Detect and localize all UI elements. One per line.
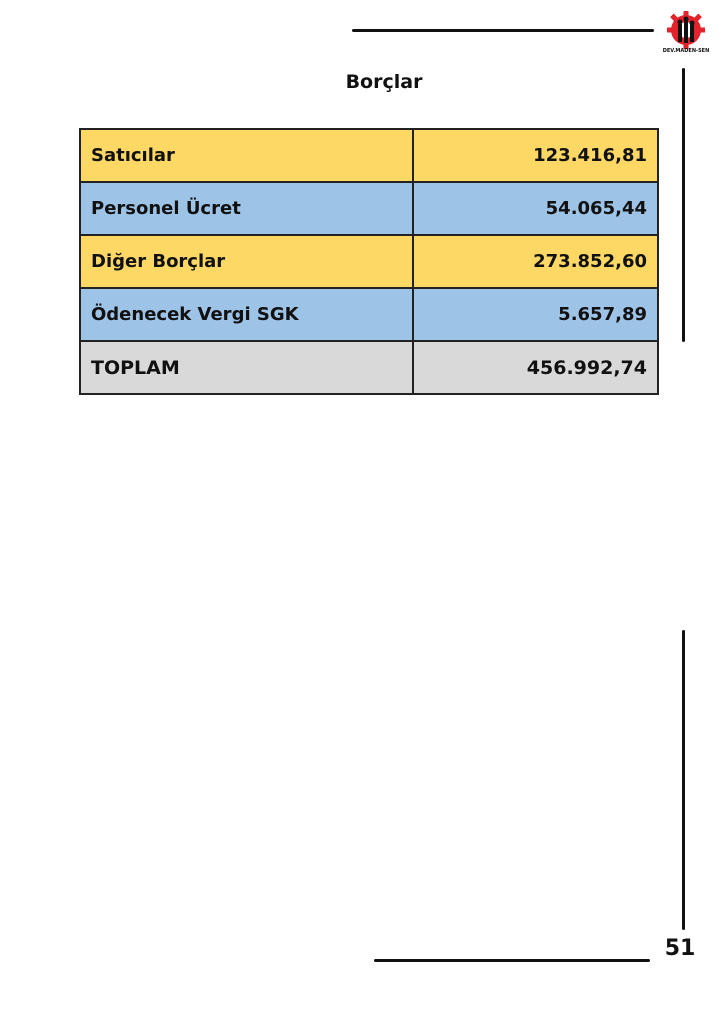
- row-value: 5.657,89: [413, 288, 658, 341]
- table-row: [80, 182, 658, 235]
- row-label: Satıcılar: [80, 129, 413, 182]
- table-row: [80, 288, 658, 341]
- side-decorative-rule-upper: [682, 68, 685, 342]
- union-logo-text: DEV.MADEN-SEN: [662, 48, 710, 54]
- row-label: Personel Ücret: [80, 182, 413, 235]
- table-row: [80, 235, 658, 288]
- table-row: [80, 129, 658, 182]
- row-value: 54.065,44: [413, 182, 658, 235]
- total-value: 456.992,74: [413, 341, 658, 394]
- side-decorative-rule-lower: [682, 630, 685, 930]
- total-row: [80, 341, 658, 394]
- row-label: Diğer Borçlar: [80, 235, 413, 288]
- row-value: 273.852,60: [413, 235, 658, 288]
- row-value: 123.416,81: [413, 129, 658, 182]
- row-label: Ödenecek Vergi SGK: [80, 288, 413, 341]
- bottom-decorative-rule: [374, 959, 650, 962]
- top-decorative-rule: [352, 29, 654, 32]
- page-number: 51: [664, 936, 696, 961]
- total-label: TOPLAM: [80, 341, 413, 394]
- debts-table: [79, 128, 659, 395]
- page-title: Borçlar: [345, 71, 423, 93]
